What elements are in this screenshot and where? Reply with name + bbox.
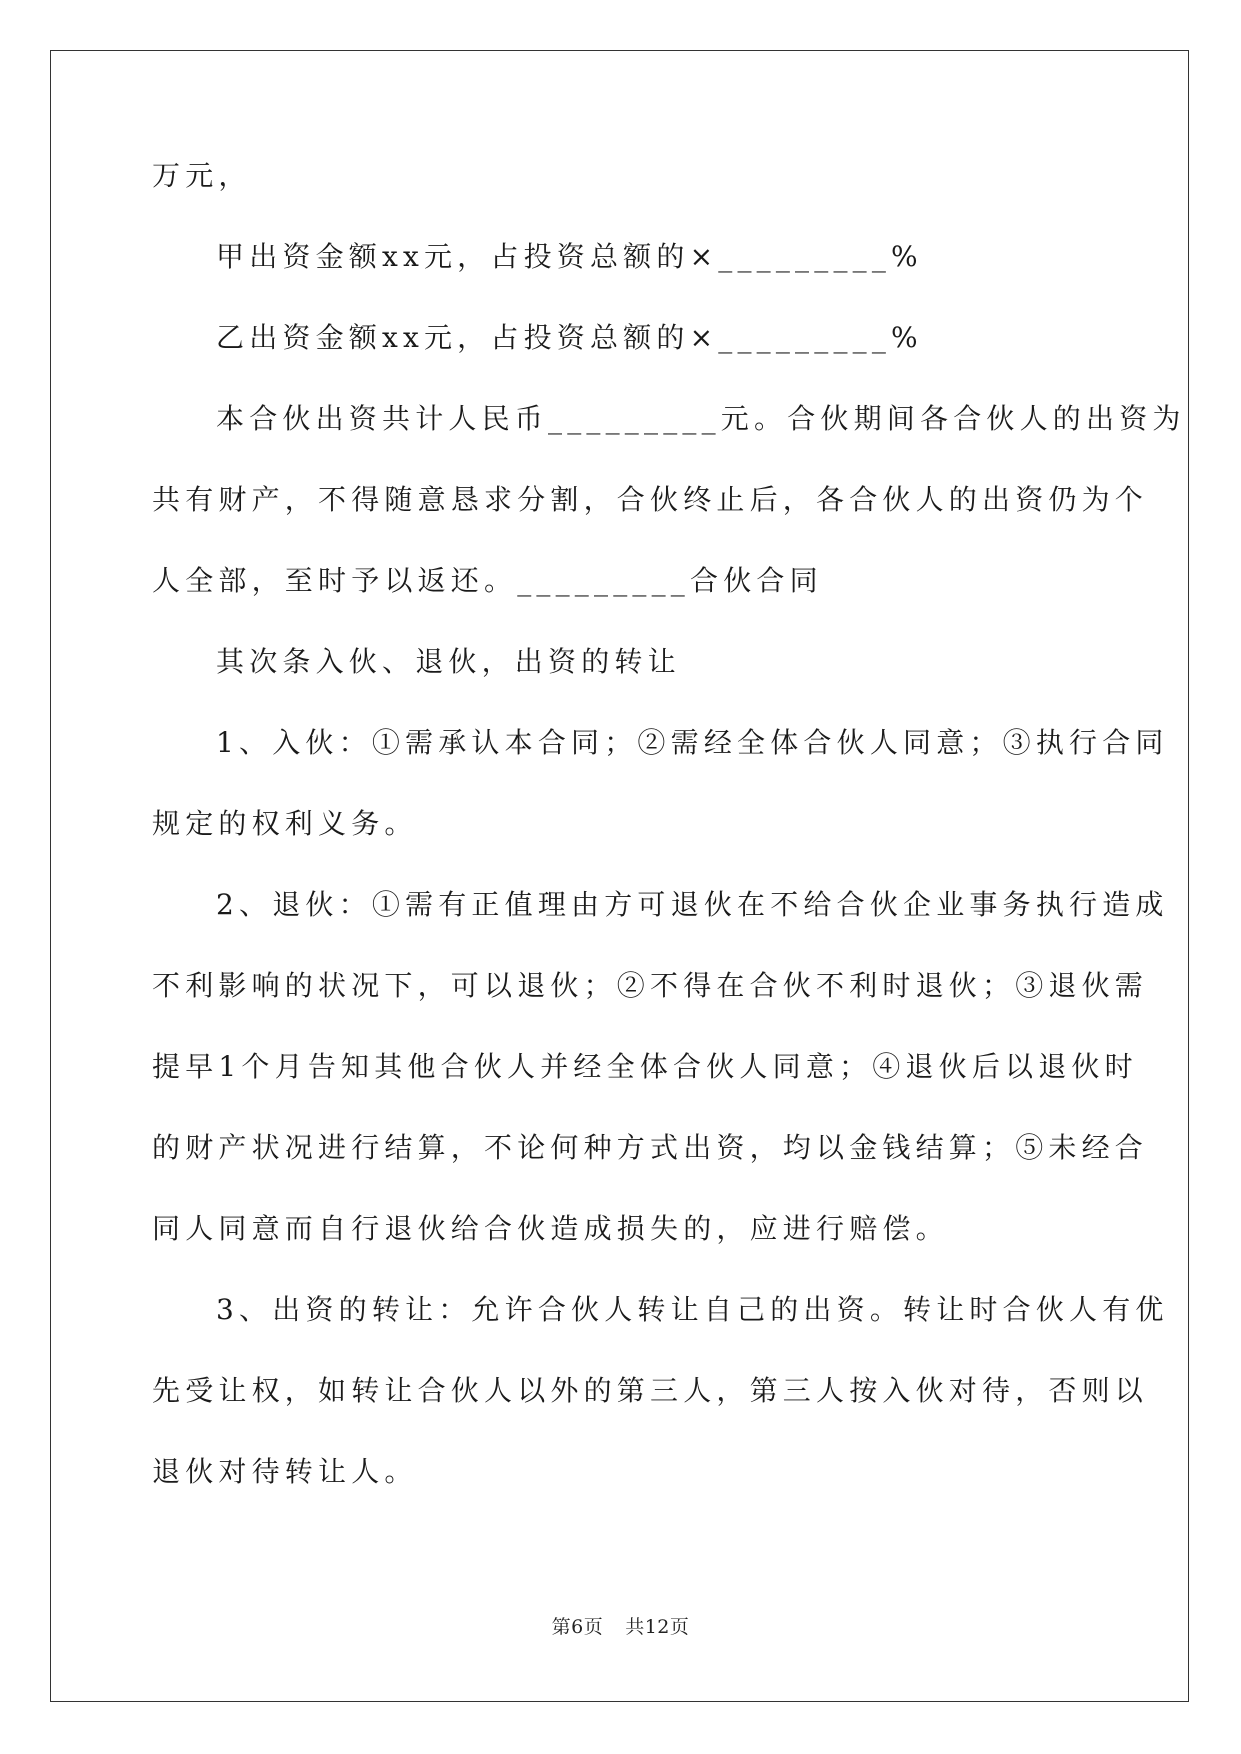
page-number-total: 共12页 xyxy=(625,1616,690,1638)
paragraph-line: 不利影响的状况下，可以退伙；②不得在合伙不利时退伙；③退伙需 xyxy=(152,969,1149,1002)
paragraph-line: 万元， xyxy=(152,159,252,192)
paragraph-line: 先受让权，如转让合伙人以外的第三人，第三人按入伙对待，否则以 xyxy=(152,1374,1149,1407)
paragraph-line: 退伙对待转让人。 xyxy=(152,1455,418,1488)
paragraph-line: 的财产状况进行结算，不论何种方式出资，均以金钱结算；⑤未经合 xyxy=(152,1131,1149,1164)
paragraph-line: 乙出资金额xx元，占投资总额的×_________% xyxy=(216,321,923,354)
paragraph-line: 本合伙出资共计人民币_________元。合伙期间各合伙人的出资为 xyxy=(216,402,1186,435)
paragraph-line: 提早1个月告知其他合伙人并经全体合伙人同意；④退伙后以退伙时 xyxy=(152,1050,1138,1083)
page-number-current: 第6页 xyxy=(551,1616,604,1638)
paragraph-line: 1、入伙：①需承认本合同；②需经全体合伙人同意；③执行合同 xyxy=(216,726,1169,759)
paragraph-line: 3、出资的转让：允许合伙人转让自己的出资。转让时合伙人有优 xyxy=(216,1293,1169,1326)
page-footer xyxy=(0,1612,1241,1639)
paragraph-line: 规定的权利义务。 xyxy=(152,807,418,840)
paragraph-line: 共有财产，不得随意恳求分割，合伙终止后，各合伙人的出资仍为个 xyxy=(152,483,1149,516)
section-heading: 其次条入伙、退伙，出资的转让 xyxy=(216,645,681,678)
paragraph-line: 甲出资金额xx元，占投资总额的×_________% xyxy=(216,240,923,273)
document-body xyxy=(152,158,1186,1535)
paragraph-line: 2、退伙：①需有正值理由方可退伙在不给合伙企业事务执行造成 xyxy=(216,888,1169,921)
paragraph-line: 人全部，至时予以返还。_________合伙合同 xyxy=(152,564,823,597)
paragraph-line: 同人同意而自行退伙给合伙造成损失的，应进行赔偿。 xyxy=(152,1212,949,1245)
